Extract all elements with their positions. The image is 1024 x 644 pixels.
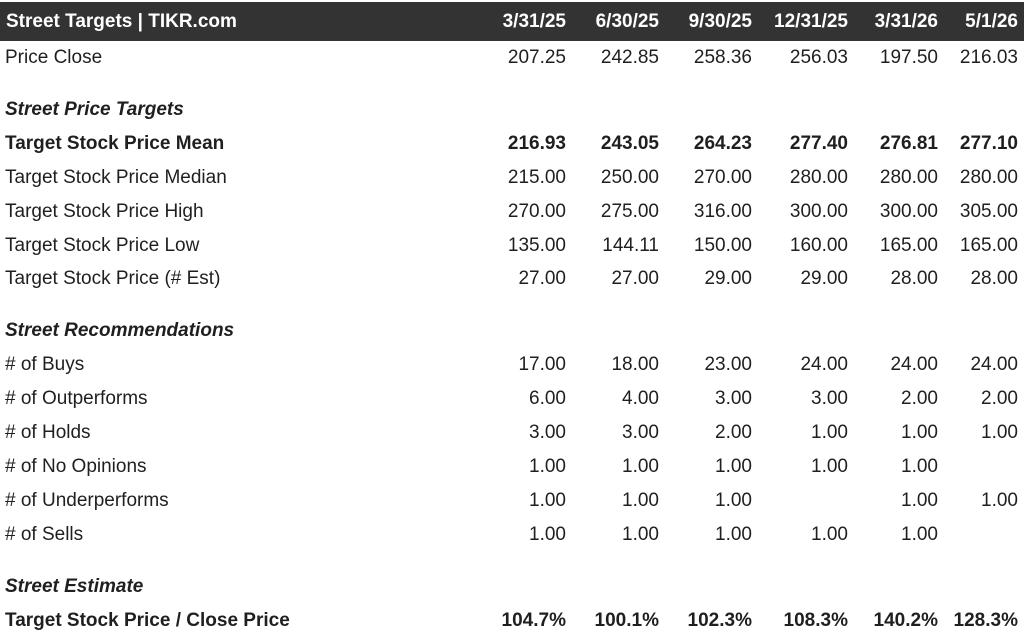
row-label: Target Stock Price Mean (5, 133, 225, 154)
value-cell: 270.00 (507, 201, 566, 222)
table-row (0, 161, 1024, 195)
table-row (0, 484, 1024, 518)
table-row (0, 41, 1024, 75)
section-row (0, 570, 1024, 604)
value-cell: 18.00 (611, 354, 659, 375)
value-cell: 1.00 (529, 456, 566, 477)
value-cell: 1.00 (981, 422, 1018, 443)
section-row (0, 93, 1024, 127)
value-cell: 2.00 (981, 388, 1018, 409)
value-cell: 276.81 (879, 133, 938, 154)
value-cell: 243.05 (600, 133, 659, 154)
value-cell: 29.00 (704, 268, 752, 289)
value-cell: 275.00 (600, 201, 659, 222)
row-label: # of Sells (5, 524, 84, 545)
table-row (0, 262, 1024, 296)
value-cell: 1.00 (901, 490, 938, 511)
value-cell: 23.00 (704, 354, 752, 375)
value-cell: 1.00 (622, 490, 659, 511)
value-cell: 256.03 (789, 47, 848, 68)
table-row (0, 416, 1024, 450)
column-header[interactable]: 6/30/25 (595, 11, 659, 32)
column-header[interactable]: 9/30/25 (688, 11, 752, 32)
value-cell: 277.40 (789, 133, 848, 154)
value-cell (938, 450, 1018, 484)
value-cell: 1.00 (622, 524, 659, 545)
value-cell: 165.00 (959, 235, 1018, 256)
value-cell: 1.00 (981, 490, 1018, 511)
value-cell: 250.00 (600, 167, 659, 188)
row-label: Target Stock Price Median (5, 167, 227, 188)
section-row (0, 314, 1024, 348)
value-cell: 215.00 (507, 167, 566, 188)
table-row (0, 229, 1024, 263)
row-label: # of Underperforms (5, 490, 169, 511)
value-cell: 300.00 (879, 201, 938, 222)
value-cell: 3.00 (529, 422, 566, 443)
value-cell: 1.00 (715, 456, 752, 477)
value-cell: 28.00 (970, 268, 1018, 289)
value-cell: 258.36 (693, 47, 752, 68)
value-cell: 3.00 (622, 422, 659, 443)
table-row (0, 604, 1024, 638)
value-cell: 4.00 (622, 388, 659, 409)
value-cell: 27.00 (611, 268, 659, 289)
value-cell: 1.00 (811, 456, 848, 477)
value-cell: 6.00 (529, 388, 566, 409)
value-cell: 1.00 (622, 456, 659, 477)
table-row (0, 127, 1024, 161)
value-cell: 27.00 (518, 268, 566, 289)
value-cell: 305.00 (959, 201, 1018, 222)
column-header[interactable]: 3/31/25 (502, 11, 566, 32)
section-title: Street Recommendations (5, 320, 235, 341)
column-header[interactable]: 5/1/26 (965, 11, 1018, 32)
value-cell: 197.50 (879, 47, 938, 68)
value-cell: 1.00 (811, 524, 848, 545)
row-label: # of Holds (5, 422, 91, 443)
table-row (0, 195, 1024, 229)
value-cell: 1.00 (715, 490, 752, 511)
table-row (0, 348, 1024, 382)
value-cell: 102.3% (687, 610, 752, 631)
row-label: Target Stock Price Low (5, 235, 200, 256)
value-cell: 104.7% (501, 610, 566, 631)
value-cell: 207.25 (507, 47, 566, 68)
value-cell: 1.00 (901, 422, 938, 443)
value-cell (938, 518, 1018, 552)
value-cell: 24.00 (970, 354, 1018, 375)
section-title: Street Price Targets (5, 99, 184, 120)
section-title: Street Estimate (5, 576, 144, 597)
value-cell: 280.00 (789, 167, 848, 188)
table-header (0, 2, 1024, 41)
value-cell: 160.00 (789, 235, 848, 256)
row-label: Target Stock Price (# Est) (5, 268, 221, 289)
value-cell: 280.00 (879, 167, 938, 188)
value-cell: 17.00 (518, 354, 566, 375)
value-cell: 216.93 (507, 133, 566, 154)
table-title: Street Targets | TIKR.com (6, 11, 237, 32)
value-cell: 135.00 (507, 235, 566, 256)
value-cell: 100.1% (594, 610, 659, 631)
value-cell: 270.00 (693, 167, 752, 188)
value-cell: 300.00 (789, 201, 848, 222)
value-cell: 277.10 (959, 133, 1018, 154)
value-cell: 242.85 (600, 47, 659, 68)
row-label: # of Outperforms (5, 388, 148, 409)
value-cell: 24.00 (890, 354, 938, 375)
value-cell (752, 484, 848, 518)
value-cell: 1.00 (529, 490, 566, 511)
value-cell: 3.00 (811, 388, 848, 409)
value-cell: 216.03 (959, 47, 1018, 68)
value-cell: 1.00 (901, 524, 938, 545)
value-cell: 316.00 (693, 201, 752, 222)
table-row (0, 518, 1024, 552)
value-cell: 1.00 (901, 456, 938, 477)
value-cell: 108.3% (783, 610, 848, 631)
value-cell: 28.00 (890, 268, 938, 289)
column-header[interactable]: 12/31/25 (774, 11, 848, 32)
value-cell: 264.23 (693, 133, 752, 154)
row-label: Target Stock Price / Close Price (5, 610, 290, 631)
value-cell: 1.00 (811, 422, 848, 443)
value-cell: 3.00 (715, 388, 752, 409)
value-cell: 2.00 (715, 422, 752, 443)
value-cell: 144.11 (602, 235, 659, 256)
row-label: # of Buys (5, 354, 85, 375)
value-cell: 165.00 (879, 235, 938, 256)
value-cell: 128.3% (953, 610, 1018, 631)
value-cell: 140.2% (873, 610, 938, 631)
value-cell: 150.00 (693, 235, 752, 256)
value-cell: 1.00 (529, 524, 566, 545)
row-label: # of No Opinions (5, 456, 147, 477)
value-cell: 280.00 (959, 167, 1018, 188)
value-cell: 2.00 (901, 388, 938, 409)
row-label: Price Close (5, 47, 103, 68)
row-label: Target Stock Price High (5, 201, 204, 222)
value-cell: 29.00 (800, 268, 848, 289)
value-cell: 24.00 (800, 354, 848, 375)
value-cell: 1.00 (715, 524, 752, 545)
table-row (0, 382, 1024, 416)
table-row (0, 450, 1024, 484)
column-header[interactable]: 3/31/26 (874, 11, 938, 32)
